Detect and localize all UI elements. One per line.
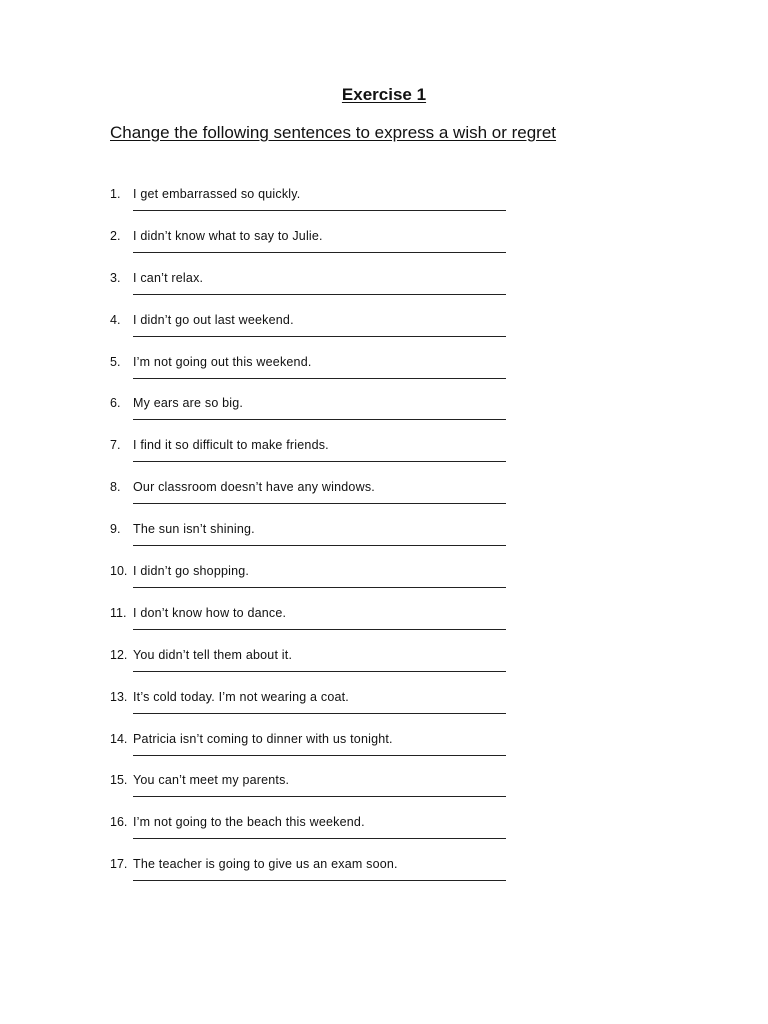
item-number: 7. [110, 438, 121, 453]
exercise-item [0, 225, 768, 267]
item-sentence: Patricia isn’t coming to dinner with us tonight. [133, 731, 393, 746]
answer-line [133, 671, 506, 672]
item-sentence: Our classroom doesn’t have any windows. [133, 480, 375, 495]
item-number: 9. [110, 522, 121, 537]
answer-line [133, 252, 506, 253]
exercise-item [0, 309, 768, 351]
item-number: 2. [110, 228, 121, 243]
item-number: 8. [110, 480, 121, 495]
item-sentence: I didn’t go out last weekend. [133, 312, 294, 327]
exercise-item [0, 392, 768, 434]
item-sentence: The teacher is going to give us an exam soon. [133, 857, 398, 872]
item-number: 3. [110, 270, 121, 285]
exercise-item [0, 644, 768, 686]
item-sentence: The sun isn’t shining. [133, 522, 255, 537]
item-sentence: My ears are so big. [133, 396, 244, 411]
answer-line [133, 587, 506, 588]
item-sentence: You didn’t tell them about it. [133, 647, 293, 662]
item-number: 13. [110, 689, 128, 704]
item-sentence: I find it so difficult to make friends. [133, 438, 329, 453]
exercise-item [0, 267, 768, 309]
item-sentence: I’m not going to the beach this weekend. [133, 815, 365, 830]
exercise-list [0, 183, 768, 895]
item-number: 11. [110, 605, 127, 620]
answer-line [133, 880, 506, 881]
item-sentence: I don’t know how to dance. [133, 605, 287, 620]
answer-line [133, 545, 506, 546]
answer-line [133, 210, 506, 211]
answer-line [133, 755, 506, 756]
item-number: 5. [110, 354, 121, 369]
exercise-item [0, 769, 768, 811]
exercise-item [0, 518, 768, 560]
item-number: 4. [110, 312, 121, 327]
item-number: 1. [110, 187, 121, 201]
item-sentence: It’s cold today. I’m not wearing a coat. [133, 689, 349, 704]
exercise-item [0, 560, 768, 602]
exercise-item [0, 686, 768, 728]
answer-line [133, 629, 506, 630]
item-sentence: I’m not going out this weekend. [133, 354, 312, 369]
item-sentence: I get embarrassed so quickly. [133, 187, 301, 201]
item-number: 12. [110, 647, 128, 662]
item-number: 17. [110, 857, 128, 872]
exercise-item [0, 811, 768, 853]
exercise-item [0, 728, 768, 770]
exercise-item [0, 351, 768, 393]
answer-line [133, 838, 506, 839]
answer-line [133, 419, 506, 420]
item-sentence: I didn’t know what to say to Julie. [133, 228, 323, 243]
item-number: 6. [110, 396, 121, 411]
exercise-item [0, 602, 768, 644]
exercise-item [0, 853, 768, 895]
answer-line [133, 461, 506, 462]
exercise-title: Exercise 1 [341, 85, 427, 104]
exercise-item [0, 476, 768, 518]
item-number: 14. [110, 731, 128, 746]
answer-line [133, 294, 506, 295]
item-sentence: I didn’t go shopping. [133, 564, 250, 579]
answer-line [133, 503, 506, 504]
answer-line [133, 713, 506, 714]
answer-line [133, 378, 506, 379]
item-sentence: I can’t relax. [133, 270, 204, 285]
item-number: 15. [110, 773, 128, 788]
item-sentence: You can’t meet my parents. [133, 773, 290, 788]
answer-line [133, 796, 506, 797]
exercise-item [0, 183, 768, 225]
exercise-item [0, 434, 768, 476]
item-number: 10. [110, 564, 128, 579]
item-number: 16. [110, 815, 128, 830]
exercise-instructions: Change the following sentences to express a wish or regret [110, 123, 557, 142]
answer-line [133, 336, 506, 337]
